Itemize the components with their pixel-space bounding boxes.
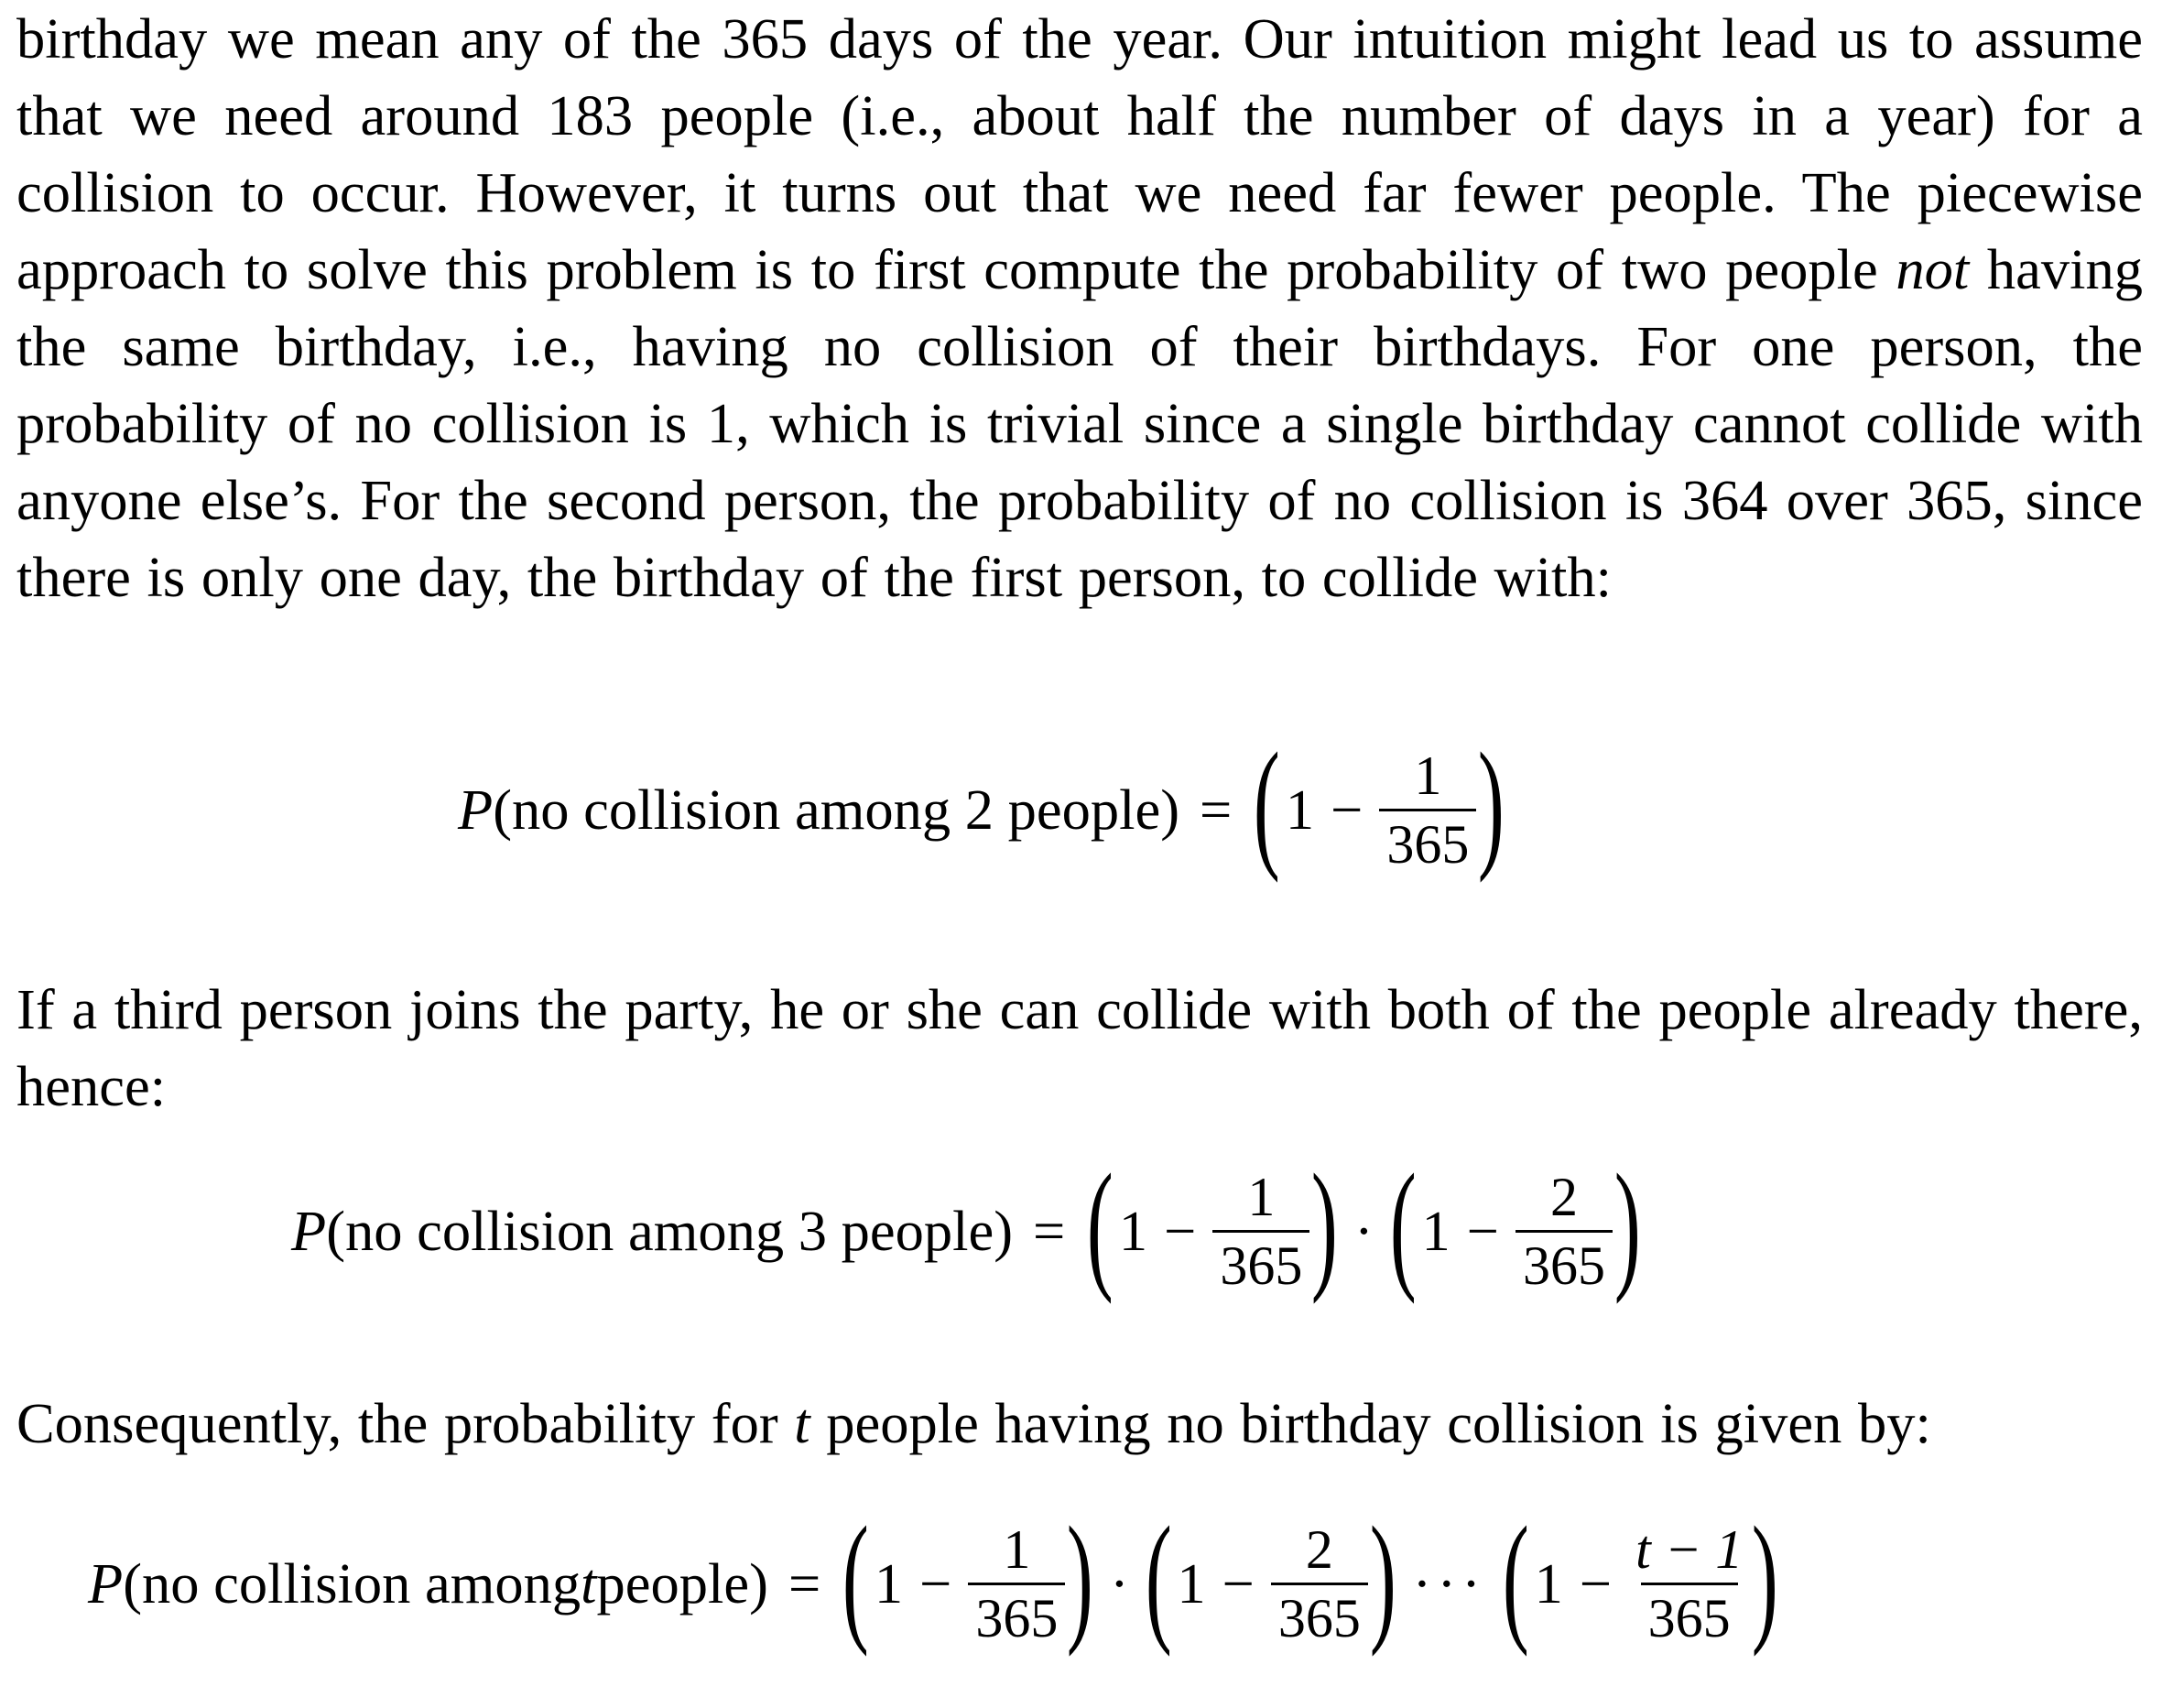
eq3-right-paren-1: ) [1067, 1497, 1094, 1658]
eq2-cdot: · [1354, 1198, 1374, 1263]
eq3-minus-3: − [1579, 1550, 1613, 1616]
paragraph-intro-text-b: having the same birthday, i.e., having no collision of their birthdays. For one person, the probability of no collision is 1, which is trivial since a single birthday cannot collide with anyone else’s. For the second person, the probability of no collision is 364 over 365, since there is only one day, the birthday of the first person, to collide with: [16, 237, 2143, 609]
eq3-equals: = [788, 1550, 821, 1616]
paragraph-consequently-text-a: Consequently, the probability for [16, 1391, 795, 1455]
eq2-fraction-2 [1516, 1166, 1613, 1296]
eq3-fraction-1-denominator: 365 [968, 1583, 1065, 1646]
eq2-fraction-2-numerator: 2 [1550, 1166, 1578, 1227]
eq3-lhs-b: people) [596, 1550, 768, 1616]
eq1-lhs: (no collision among 2 people) [493, 777, 1180, 842]
eq1-fraction-numerator: 1 [1414, 745, 1442, 806]
eq1-fraction [1379, 745, 1476, 875]
eq1-equals: = [1200, 777, 1233, 842]
eq3-symbol-p: P [88, 1550, 124, 1616]
eq3-cdots: ··· [1412, 1550, 1486, 1616]
eq1-right-paren: ) [1478, 723, 1505, 884]
eq3-cdot: · [1109, 1550, 1129, 1616]
eq2-fraction-1-denominator: 365 [1212, 1230, 1309, 1293]
paragraph-consequently [16, 1385, 2143, 1462]
emphasis-not: not [1896, 237, 1970, 301]
eq3-fraction-2-denominator: 365 [1271, 1583, 1368, 1646]
paragraph-consequently-text-b: people having no birthday collision is given by: [809, 1391, 1931, 1455]
eq2-one-2: 1 [1421, 1198, 1450, 1263]
eq2-minus-1: − [1164, 1198, 1197, 1263]
eq3-lhs-t: t [581, 1550, 597, 1616]
variable-t: t [794, 1391, 810, 1455]
eq2-fraction-2-denominator: 365 [1516, 1230, 1613, 1293]
equation-t-people [88, 1497, 1780, 1658]
equation-two-people [458, 723, 1506, 884]
eq3-fraction-3-denominator: 365 [1641, 1583, 1738, 1646]
eq3-one-3: 1 [1534, 1550, 1563, 1616]
eq3-one-2: 1 [1177, 1550, 1206, 1616]
eq3-left-paren-2: ( [1145, 1497, 1172, 1658]
eq3-fraction-1-numerator: 1 [1003, 1518, 1031, 1580]
eq2-left-paren-2: ( [1389, 1145, 1417, 1305]
eq2-minus-2: − [1466, 1198, 1499, 1263]
eq1-left-paren: ( [1254, 723, 1281, 884]
eq3-fraction-3 [1628, 1518, 1750, 1648]
eq3-right-paren-2: ) [1369, 1497, 1396, 1658]
eq3-minus-1: − [919, 1550, 952, 1616]
eq3-fraction-3-numerator: t − 1 [1635, 1518, 1744, 1580]
eq2-right-paren-1: ) [1311, 1145, 1339, 1305]
eq3-fraction-1 [968, 1518, 1065, 1648]
eq2-fraction-1 [1212, 1166, 1309, 1296]
paragraph-intro [16, 0, 2143, 615]
eq3-fraction-2 [1271, 1518, 1368, 1648]
eq3-minus-2: − [1222, 1550, 1255, 1616]
eq3-fraction-2-numerator: 2 [1305, 1518, 1333, 1580]
eq2-left-paren-1: ( [1087, 1145, 1114, 1305]
eq3-left-paren-1: ( [842, 1497, 869, 1658]
eq2-one-1: 1 [1118, 1198, 1148, 1263]
eq3-lhs-a: (no collision among [123, 1550, 581, 1616]
eq2-lhs: (no collision among 3 people) [326, 1198, 1014, 1263]
eq3-right-paren-3: ) [1752, 1497, 1779, 1658]
eq3-left-paren-3: ( [1502, 1497, 1529, 1658]
eq1-minus: − [1331, 777, 1363, 842]
eq1-one: 1 [1285, 777, 1315, 842]
eq2-symbol-p: P [291, 1198, 327, 1263]
eq1-fraction-denominator: 365 [1379, 809, 1476, 872]
eq2-right-paren-2: ) [1613, 1145, 1641, 1305]
equation-three-people [291, 1145, 1643, 1305]
eq2-fraction-1-numerator: 1 [1247, 1166, 1276, 1227]
eq3-one-1: 1 [874, 1550, 904, 1616]
paragraph-third-person: If a third person joins the party, he or she can collide with both of the people already there, hence: [16, 977, 2143, 1118]
paragraph-intro-text-a: birthday we mean any of the 365 days of the year. Our intuition might lead us to assume that we need around 183 people (i.e., about half the number of days in a year) for a collision to occur. However, it turns out that we need far fewer people. The piecewise approach to solve this problem is to first compute the probability of two people [16, 6, 2143, 301]
eq1-symbol-p: P [458, 777, 494, 842]
eq2-equals: = [1033, 1198, 1066, 1263]
